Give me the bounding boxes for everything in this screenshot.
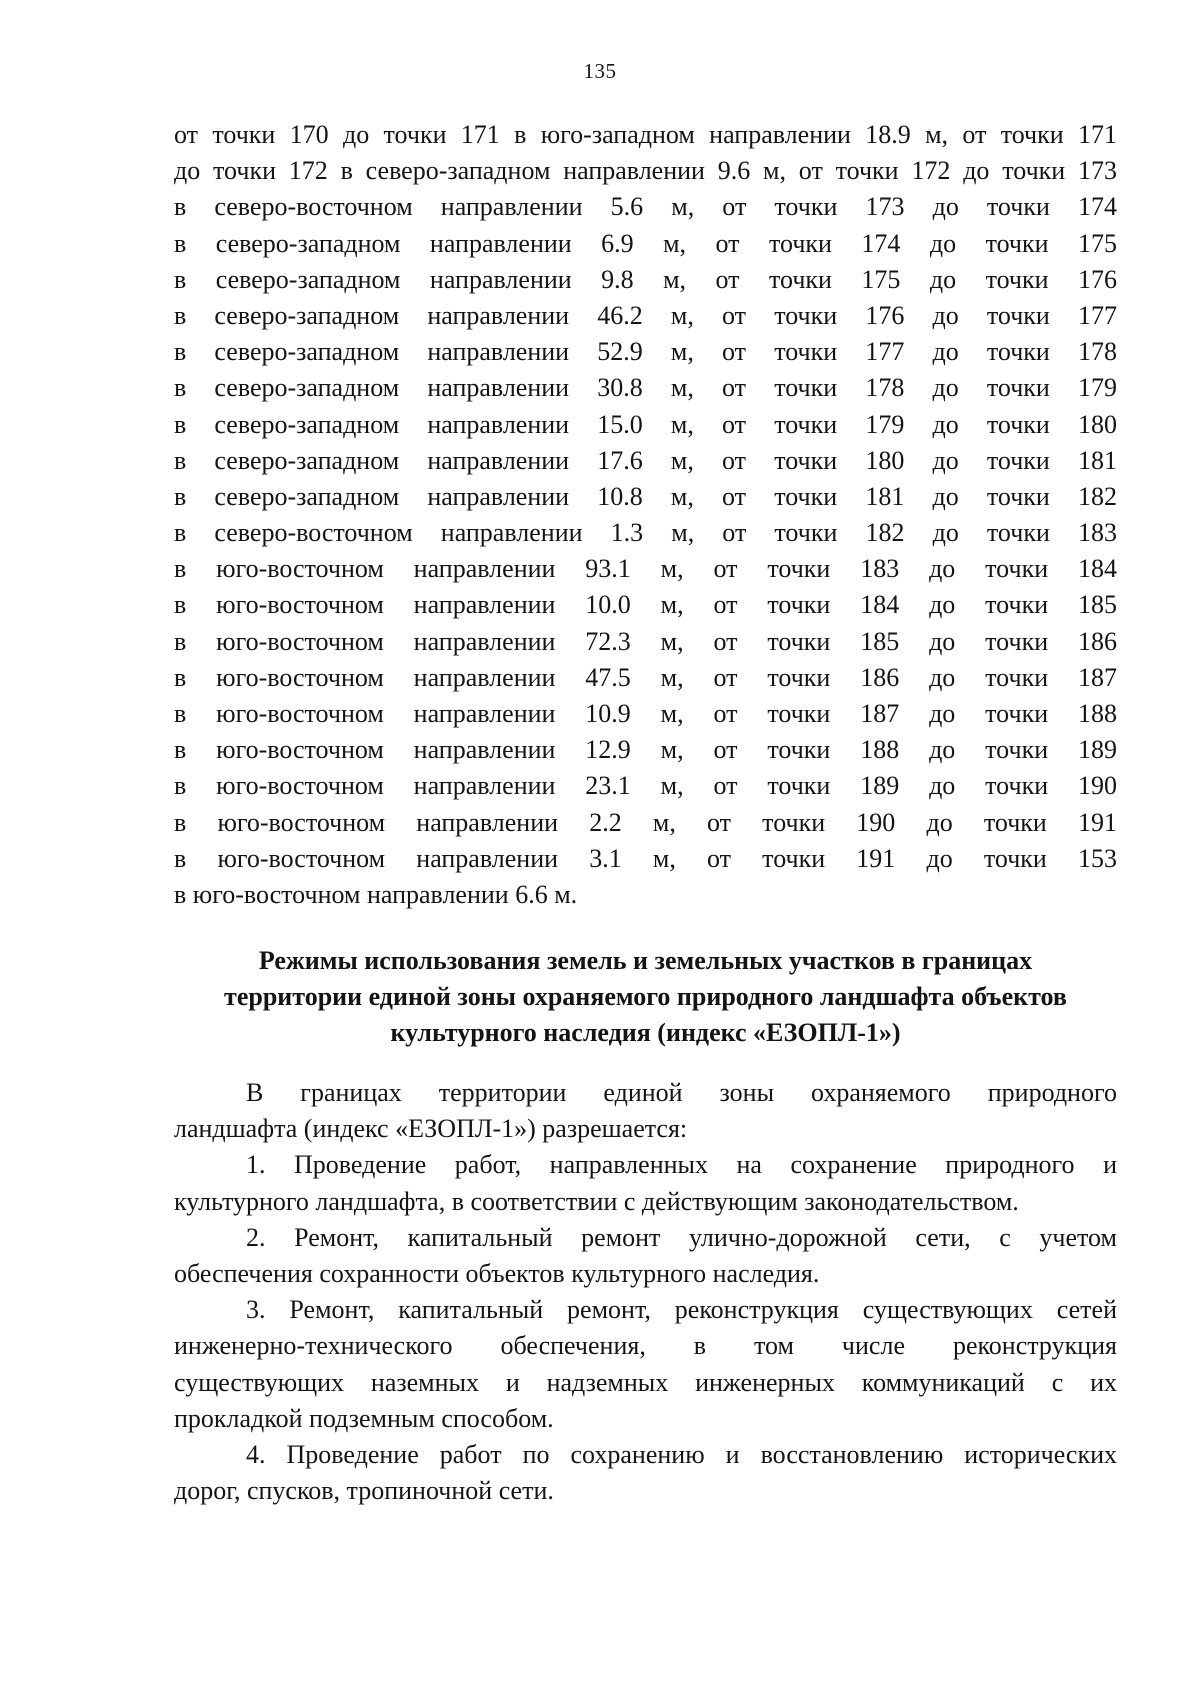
paragraph-item-2	[174, 1220, 1117, 1292]
text-line: в северо-западном направлении 46.2 м, от точки 176 до точки 177	[174, 300, 1117, 330]
text-line: в северо-западном направлении 6.9 м, от точки 174 до точки 175	[174, 228, 1117, 258]
text-line: в юго-восточном направлении 2.2 м, от точки 190 до точки 191	[174, 807, 1117, 837]
text-line: в северо-западном направлении 17.6 м, от точки 180 до точки 181	[174, 445, 1117, 475]
text-line: в северо-западном направлении 10.8 м, от точки 181 до точки 182	[174, 481, 1117, 511]
text-line: в северо-западном направлении 9.8 м, от точки 175 до точки 176	[174, 264, 1117, 294]
text-line: инженерно-технического обеспечения, в том числе реконструкция	[174, 1331, 1117, 1361]
paragraph-item-1	[174, 1147, 1117, 1219]
text-line: в северо-западном направлении 52.9 м, от точки 177 до точки 178	[174, 337, 1117, 367]
text-line: ландшафта (индекс «ЕЗОПЛ-1») разрешается:	[174, 1114, 688, 1144]
text-line: В границах территории единой зоны охраняемого природного	[246, 1078, 1117, 1107]
text-line: в юго-восточном направлении 10.9 м, от точки 187 до точки 188	[174, 699, 1117, 728]
text-line: до точки 172 в северо-западном направлении 9.6 м, от точки 172 до точки 173	[174, 156, 1117, 186]
boundary-description	[174, 117, 1117, 913]
text-line: в северо-восточном направлении 5.6 м, от точки 173 до точки 174	[174, 192, 1117, 222]
text-line: в юго-восточном направлении 6.6 м.	[174, 879, 578, 909]
text-line: в северо-западном направлении 15.0 м, от точки 179 до точки 180	[174, 409, 1117, 439]
text-line: дорог, спусков, тропиночной сети.	[174, 1476, 554, 1506]
text-line: 4. Проведение работ по сохранению и восстановлению исторических	[246, 1439, 1117, 1469]
text-line: в юго-восточном направлении 47.5 м, от точки 186 до точки 187	[174, 662, 1117, 692]
text-line: 1. Проведение работ, направленных на сохранение природного и	[246, 1150, 1117, 1180]
heading-line: культурного наследия (индекс «ЕЗОПЛ-1»)	[390, 1018, 901, 1047]
paragraph-item-3	[174, 1292, 1117, 1437]
text-line: 3. Ремонт, капитальный ремонт, реконструкция существующих сетей	[246, 1295, 1117, 1325]
text-line: в северо-западном направлении 30.8 м, от точки 178 до точки 179	[174, 373, 1117, 403]
text-line: в юго-восточном направлении 10.0 м, от точки 184 до точки 185	[174, 590, 1117, 620]
page-number: 135	[583, 59, 617, 83]
text-line: в юго-восточном направлении 3.1 м, от точки 191 до точки 153	[174, 843, 1117, 873]
section-heading	[174, 943, 1117, 1051]
paragraph-item-4	[174, 1437, 1117, 1509]
heading-line: Режимы использования земель и земельных участков в границах	[258, 946, 1033, 975]
text-line: от точки 170 до точки 171 в юго-западном направлении 18.9 м, от точки 171	[174, 120, 1117, 149]
text-line: 2. Ремонт, капитальный ремонт улично-дорожной сети, с учетом	[246, 1222, 1117, 1252]
regulations-body	[174, 1075, 1117, 1509]
text-line: существующих наземных и надземных инженерных коммуникаций с их	[174, 1367, 1117, 1397]
text-line: прокладкой подземным способом.	[174, 1403, 554, 1433]
text-line: обеспечения сохранности объектов культурного наследия.	[174, 1258, 820, 1288]
paragraph-intro	[174, 1075, 1117, 1147]
text-line: в юго-восточном направлении 23.1 м, от точки 189 до точки 190	[174, 771, 1117, 801]
text-line: в юго-восточном направлении 93.1 м, от точки 183 до точки 184	[174, 554, 1117, 584]
text-line: в юго-восточном направлении 12.9 м, от точки 188 до точки 189	[174, 735, 1117, 765]
text-line: культурного ландшафта, в соответствии с действующим законодательством.	[174, 1186, 1019, 1216]
heading-line: территории единой зоны охраняемого природного ландшафта объектов	[224, 982, 1067, 1011]
text-line: в северо-восточном направлении 1.3 м, от точки 182 до точки 183	[174, 518, 1117, 548]
text-line: в юго-восточном направлении 72.3 м, от точки 185 до точки 186	[174, 626, 1117, 656]
